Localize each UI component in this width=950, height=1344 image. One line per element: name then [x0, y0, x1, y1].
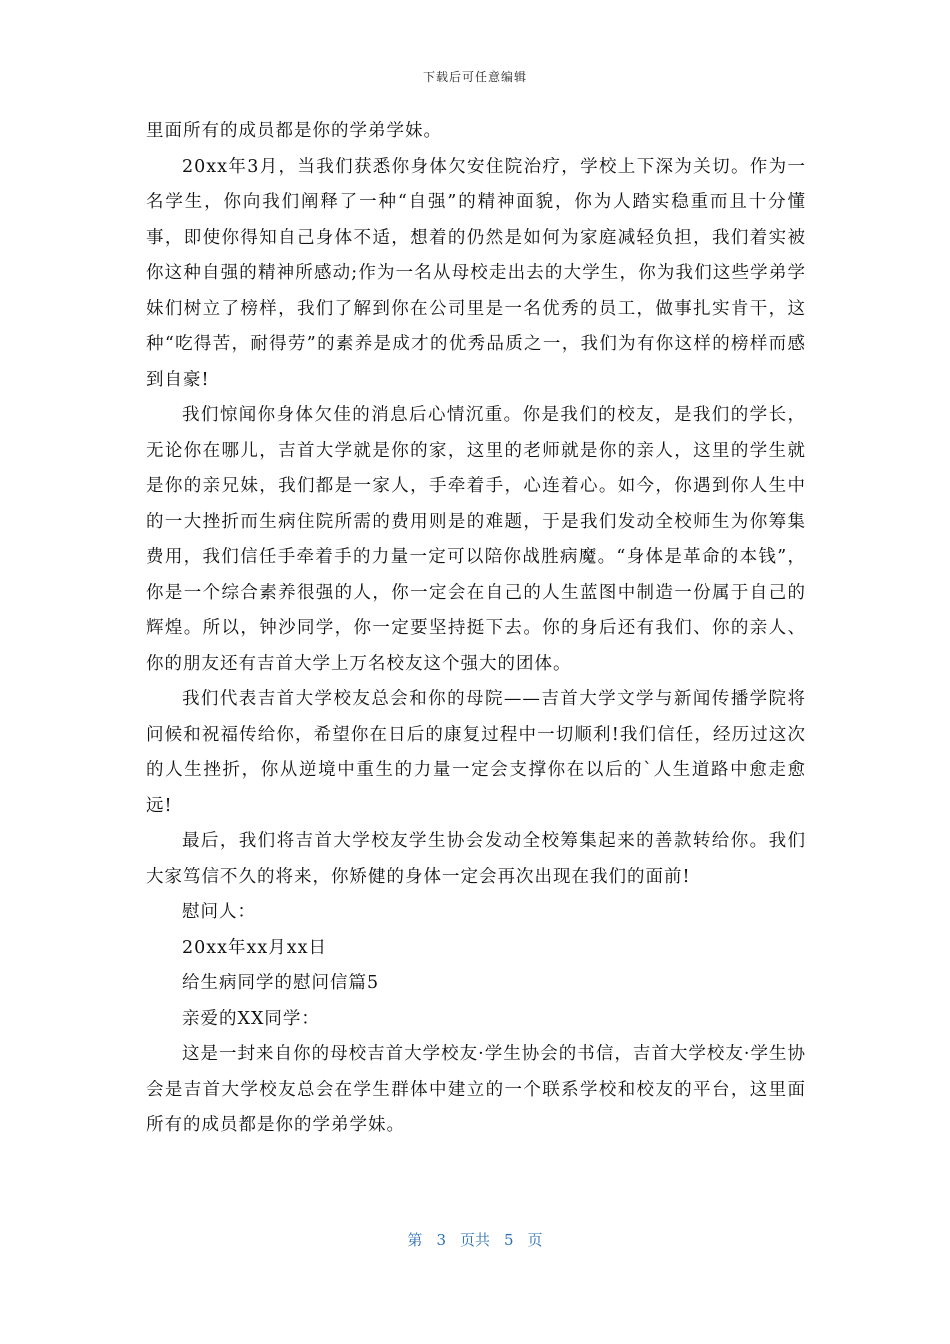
paragraph: 这是一封来自你的母校吉首大学校友·学生协会的书信，吉首大学校友·学生协会是吉首大学校友总会在学生群体中建立的一个联系学校和校友的平台，这里面所有的成员都是你的学弟学妹。: [146, 1044, 806, 1135]
page-header: 下载后可任意编辑: [422, 70, 527, 84]
paragraph: 20xx年3月，当我们获悉你身体欠安住院治疗，学校上下深为关切。作为一名学生，你向我们阐释了一种“自强”的精神面貌，你为人踏实稳重而且十分懂事，即使你得知自己身体不适，想着的仍然是如何为家庭减轻负担，我们着实被你这种自强的精神所感动;作为一名从母校走出去的大学生，你为我们这些学弟学妹们树立了榜样，我们了解到你在公司里是一名优秀的员工，做事扎实肯干，这种“吃得苦，耐得劳”的素养是成才的优秀品质之一，我们为有你这样的榜样而感到自豪!: [146, 156, 806, 390]
footer-suffix: 页: [527, 1231, 543, 1249]
footer-prefix: 第: [407, 1231, 423, 1249]
paragraph: 我们代表吉首大学校友总会和你的母院——吉首大学文学与新闻传播学院将问候和祝福传给你，希望你在日后的康复过程中一切顺利!我们信任，经历过这次的人生挫折，你从逆境中重生的力量一定会支撑你在以后的`人生道路中愈走愈远!: [146, 689, 806, 816]
salutation: 亲爱的XX同学：: [182, 1008, 320, 1029]
footer-middle: 页共: [459, 1231, 490, 1249]
footer-total-pages: 5: [504, 1231, 514, 1249]
signature-label: 慰问人：: [182, 902, 256, 922]
section-title: 给生病同学的慰问信篇5: [182, 973, 380, 993]
footer-current-page: 3: [436, 1231, 446, 1249]
paragraph: 我们惊闻你身体欠佳的消息后心情沉重。你是我们的校友，是我们的学长，无论你在哪儿，吉首大学就是你的家，这里的老师就是你的亲人，这里的学生就是你的亲兄妹，我们都是一家人，手牵着手，心连着心。如今，你遇到你人生中的一大挫折而生病住院所需的费用则是的难题，于是我们发动全校师生为你筹集费用，我们信任手牵着手的力量一定可以陪你战胜病魔。“身体是革命的本钱”，你是一个综合素养很强的人，你一定会在自己的人生蓝图中制造一份属于自己的辉煌。所以，钟沙同学，你一定要坚持挺下去。你的身后还有我们、你的亲人、你的朋友还有吉首大学上万名校友这个强大的团体。: [146, 405, 806, 674]
date-line: 20xx年xx月xx日: [182, 937, 327, 958]
page-footer: [0, 1229, 950, 1250]
paragraph: 最后，我们将吉首大学校友学生协会发动全校筹集起来的善款转给你。我们大家笃信不久的将来，你矫健的身体一定会再次出现在我们的面前!: [146, 831, 806, 887]
paragraph: 里面所有的成员都是你的学弟学妹。: [146, 121, 442, 141]
document-body: [146, 114, 806, 1144]
